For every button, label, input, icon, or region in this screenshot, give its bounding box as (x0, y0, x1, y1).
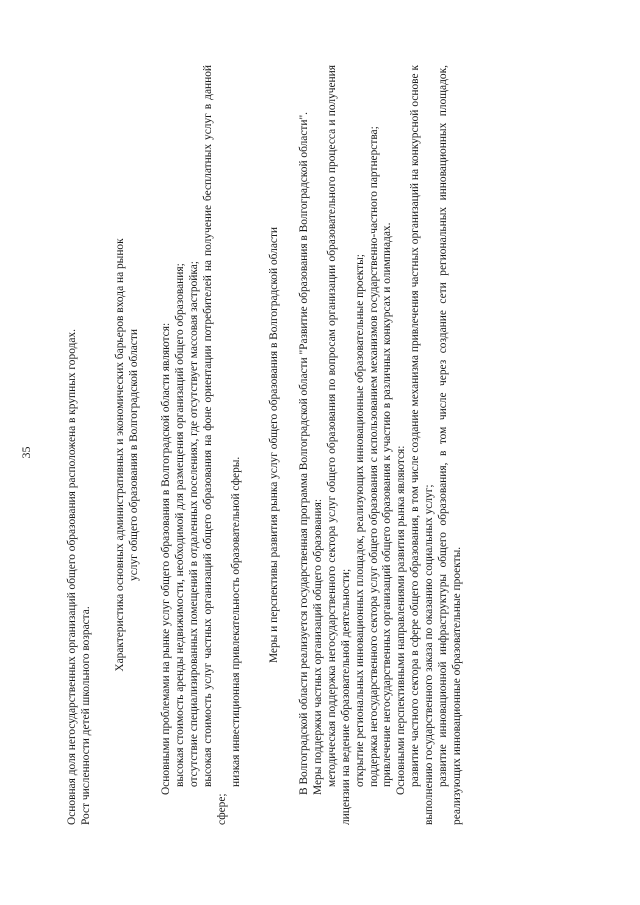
barriers-heading: Характеристика основных административных и экономических барьеров входа на рынок услуг общего образования в Волгоградской области (114, 238, 140, 672)
measure-item: открытие региональных инновационных площадок, реализующих инновационные образовательные проекты; (353, 254, 366, 787)
barriers-intro: Основными проблемами на рынке услуг общего образования в Волгоградской области являются: (160, 322, 172, 795)
measures-subheading: Меры поддержки частных организаций общего образования: (311, 499, 324, 795)
barrier-item: высокая стоимость аренды недвижимости, необходимой для размещения организаций общего образования; (173, 263, 186, 787)
measures-block (298, 65, 465, 825)
intro-paragraph: Рост численности детей школьного возраста. (79, 606, 92, 825)
prospect-item: развитие инновационной инфраструктуры общего образования, в том числе через создание сети региональных инновационных площадок, реализующих инновационные образовательные проекты. (437, 65, 463, 825)
measure-item: привлечение негосударственных организаций общего образования к участию в различных конкурсах и олимпиадах. (381, 222, 394, 787)
barriers-heading-block (114, 235, 142, 675)
measures-heading-block (268, 65, 282, 825)
measure-item: поддержка негосударственного сектора услуг общего образования с использованием механизмов государственно-частного партнерства; (367, 126, 380, 787)
intro-block (66, 65, 94, 825)
measure-item: методическая поддержка негосударственного сектора услуг общего образования по вопросам организации образовательного процесса и получения лицензии на ведение образовательной деятельности; (325, 65, 352, 825)
barrier-item: высокая стоимость услуг частных организаций общего образования на фоне ориентации потребителей на получение бесплатных услуг в данной сфере; (201, 65, 228, 825)
measures-paragraph: В Волгоградской области реализуется государственная программа Волгоградской области "Развитие образования в Волгоградской области". (298, 112, 310, 795)
page-number: 35 (19, 446, 33, 459)
prospects-subheading: Основными перспективными направлениями развития рынка являются: (395, 445, 408, 795)
barrier-item: отсутствие специализированных помещений в отдаленных поселениях, где отсутствует массовая застройка; (187, 261, 200, 787)
barriers-block (160, 65, 243, 825)
intro-paragraph: Основная доля негосударственных организаций общего образования расположена в крупных городах. (66, 329, 78, 825)
measures-heading: Меры и перспективы развития рынка услуг общего образования в Волгоградской области (268, 226, 280, 664)
barrier-item: низкая инвестиционная привлекательность образовательной сферы. (229, 456, 242, 787)
prospect-item: развитие частного сектора в сфере общего образования, в том числе создание механизма привлечения частных организаций на конкурсной основе к выполнению государственного заказа по оказанию социальных услуг; (409, 65, 436, 825)
